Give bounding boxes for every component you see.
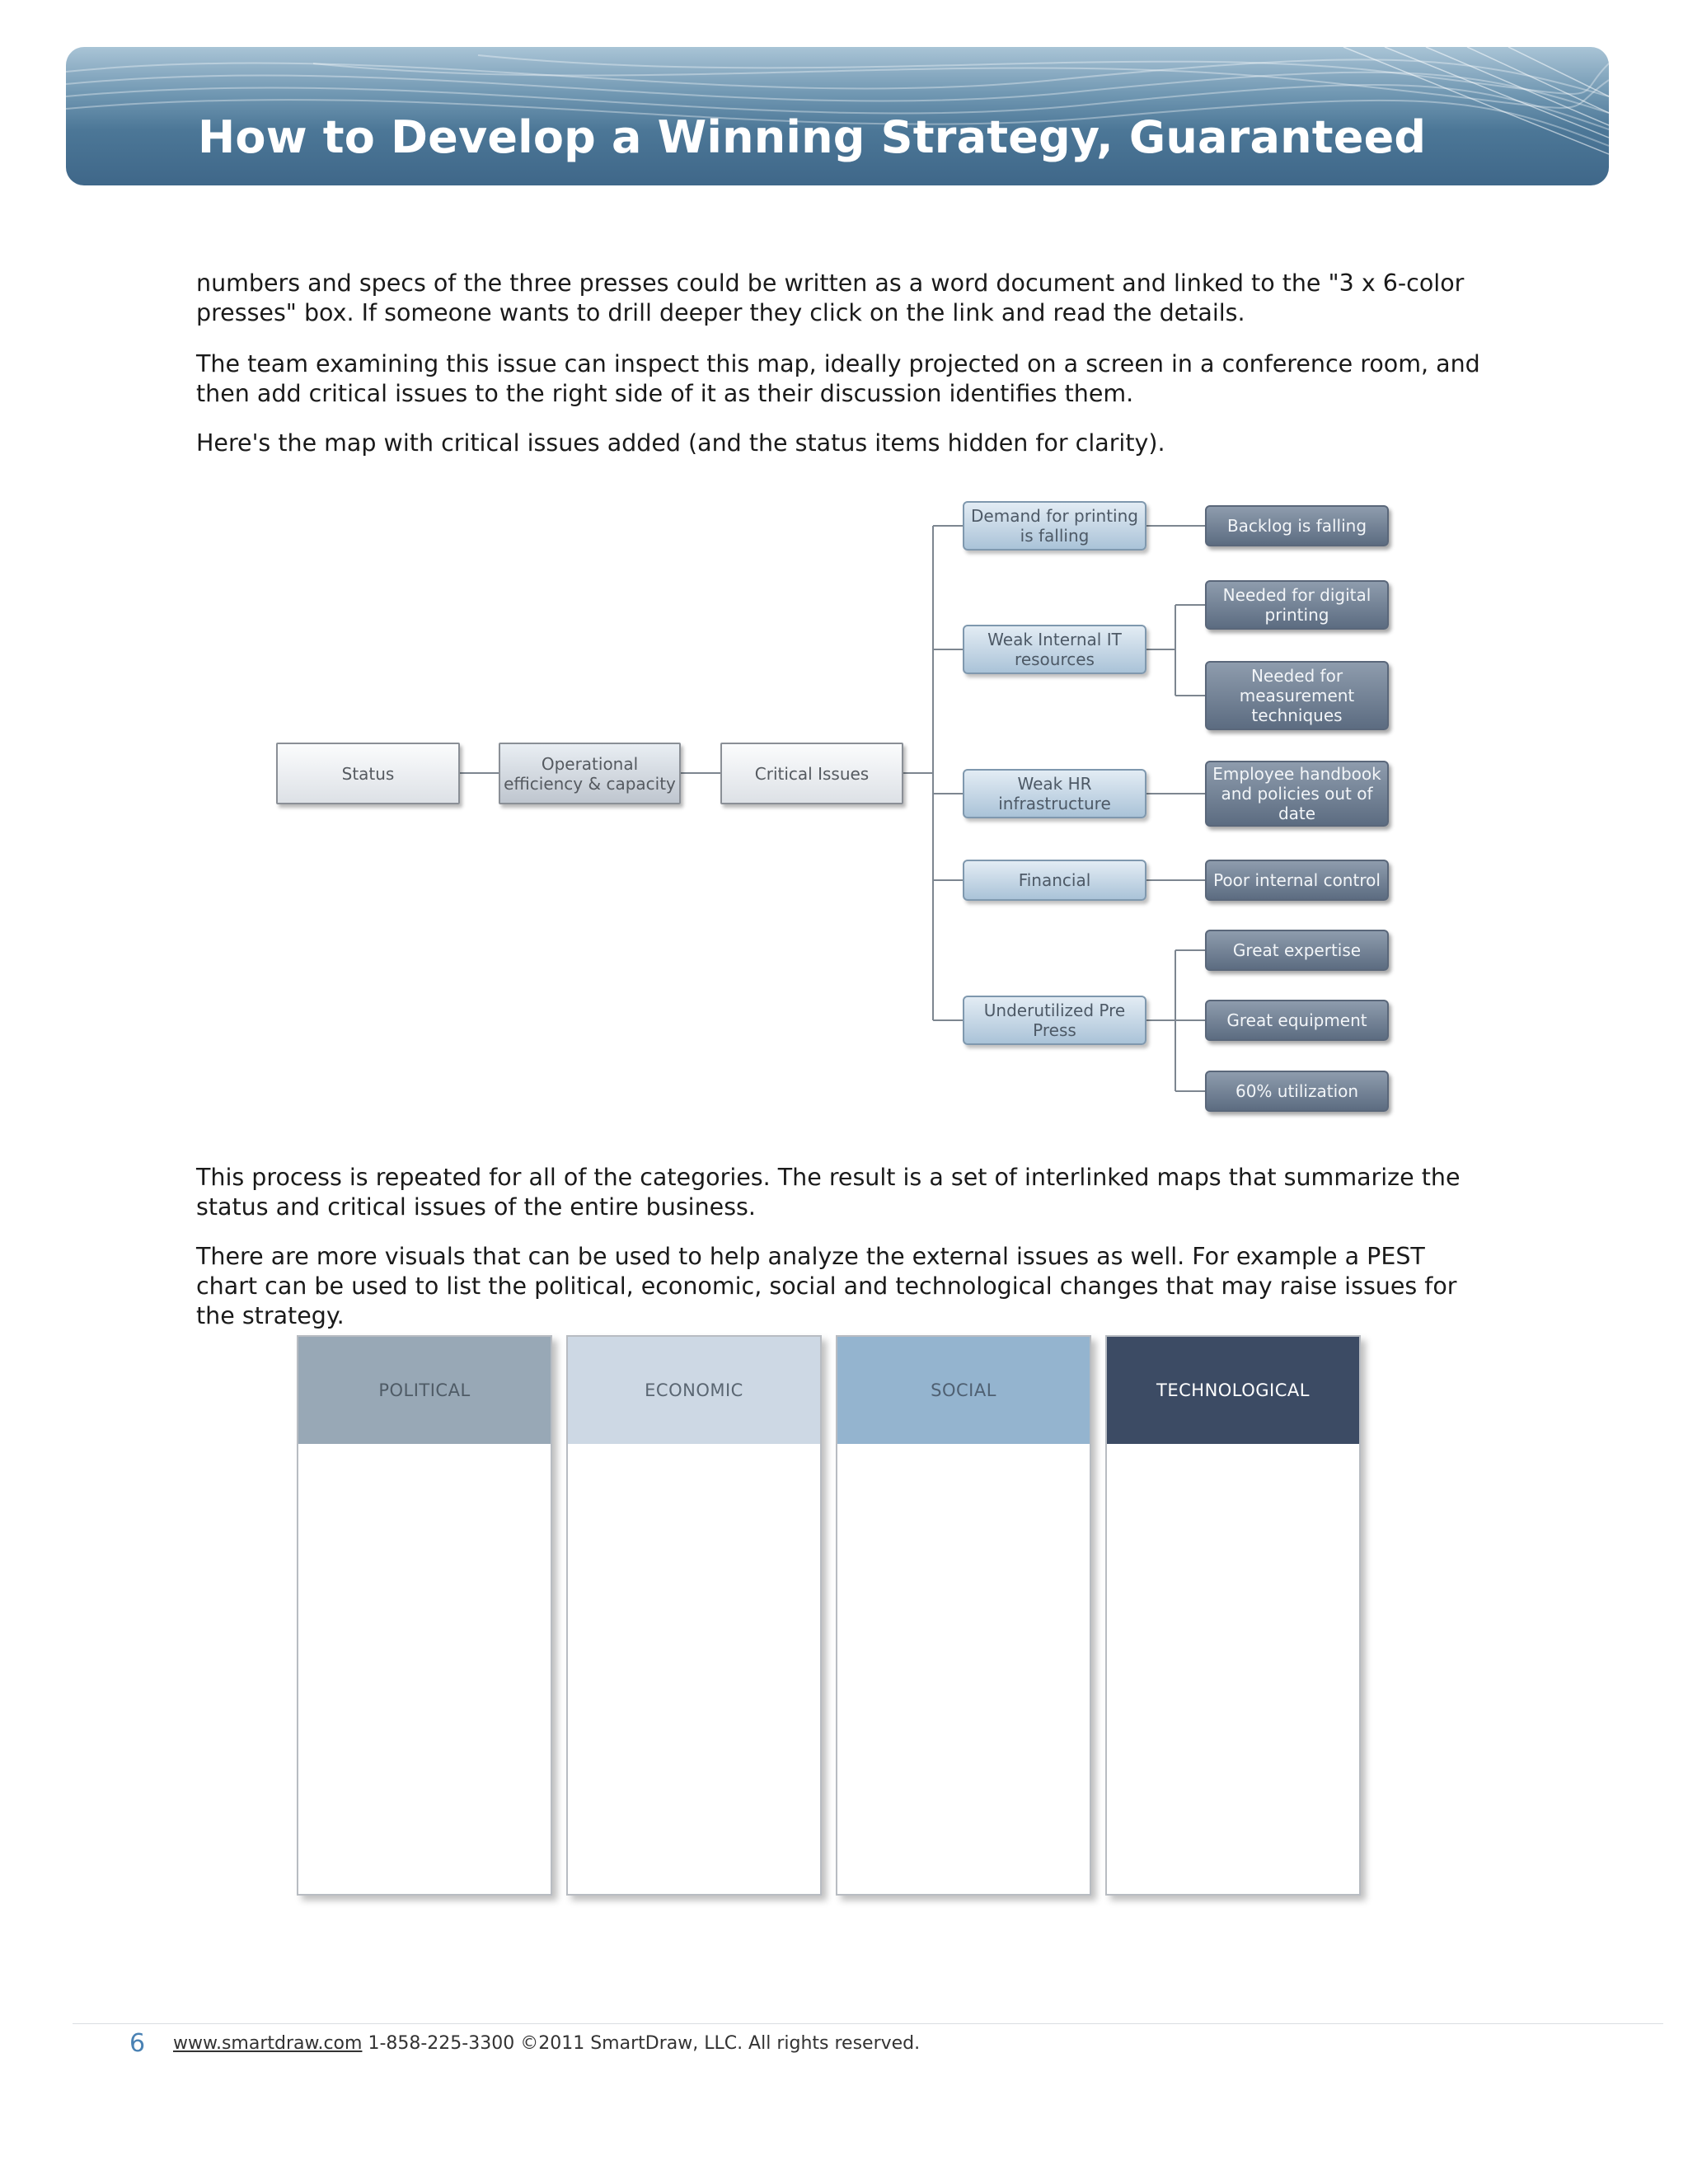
issue-weak-it: Weak Internal IT resources (963, 625, 1146, 674)
pest-column-technological (1105, 1335, 1361, 1896)
footer-divider (73, 2023, 1663, 2024)
website-link[interactable]: www.smartdraw.com (173, 2033, 363, 2054)
issue-underutilized-prepress: Underutilized Pre Press (963, 996, 1146, 1045)
issue-weak-hr: Weak HR infrastructure (963, 769, 1146, 818)
node-status: Status (276, 743, 460, 804)
issue-financial: Financial (963, 860, 1146, 901)
detail-digital-printing: Needed for digital printing (1205, 580, 1389, 630)
paragraph-4: This process is repeated for all of the categories. The result is a set of interlinked maps that summarize the status and critical issues of the entire business. (196, 1164, 1461, 1221)
paragraph-2: The team examining this issue can inspect this map, ideally projected on a screen in a conference room, and then add critical issues to the right side of it as their discussion identifies them. (196, 350, 1480, 407)
pest-header-social: SOCIAL (837, 1337, 1090, 1444)
header-banner (66, 47, 1609, 185)
detail-great-equipment: Great equipment (1205, 1000, 1389, 1041)
paragraph-3: Here's the map with critical issues added (and the status items hidden for clarity). (196, 429, 1165, 457)
page-title: How to Develop a Winning Strategy, Guaranteed (198, 111, 1427, 163)
detail-measurement-techniques: Needed for measurement techniques (1205, 661, 1389, 730)
detail-great-expertise: Great expertise (1205, 930, 1389, 971)
pest-header-economic: ECONOMIC (568, 1337, 820, 1444)
issue-demand-falling: Demand for printing is falling (963, 501, 1146, 551)
node-critical-issues: Critical Issues (720, 743, 903, 804)
critical-issues-map (264, 494, 1418, 1129)
pest-column-social (836, 1335, 1091, 1896)
pest-column-economic (566, 1335, 822, 1896)
pest-chart (297, 1335, 1368, 1904)
node-operational-efficiency: Operational efficiency & capacity (499, 743, 681, 804)
footer-copyright: 1-858-225-3300 ©2011 SmartDraw, LLC. All rights reserved. (362, 2033, 921, 2054)
detail-backlog-falling: Backlog is falling (1205, 505, 1389, 546)
pest-header-political: POLITICAL (298, 1337, 551, 1444)
pest-column-political (297, 1335, 552, 1896)
paragraph-1: numbers and specs of the three presses could be written as a word document and linked to the "3 x 6-color presses" box. If someone wants to drill deeper they click on the link and read the details. (196, 269, 1465, 326)
footer (173, 2033, 920, 2054)
pest-header-technological: TECHNOLOGICAL (1107, 1337, 1359, 1444)
detail-60-utilization: 60% utilization (1205, 1071, 1389, 1112)
detail-employee-handbook: Employee handbook and policies out of date (1205, 761, 1389, 827)
page-number: 6 (129, 2029, 146, 2058)
detail-poor-internal-control: Poor internal control (1205, 860, 1389, 901)
paragraph-5: There are more visuals that can be used to help analyze the external issues as well. For example a PEST chart can be used to list the political, economic, social and technological changes that may raise issues for the strategy. (196, 1243, 1457, 1329)
